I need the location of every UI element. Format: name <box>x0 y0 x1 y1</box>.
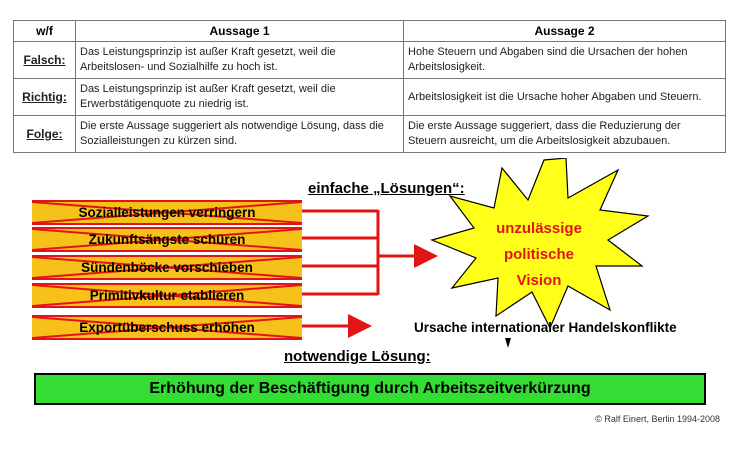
trade-conflict-label: Ursache internationaler Handelskonflikte <box>414 320 677 335</box>
crossed-item-label: Sündenböcke vorschieben <box>81 260 253 275</box>
crossed-item <box>32 227 302 252</box>
crossed-item <box>32 255 302 280</box>
star-line: unzulässige <box>496 220 582 237</box>
crossed-item <box>32 200 302 225</box>
star-line: Vision <box>516 272 562 289</box>
copyright: © Ralf Einert, Berlin 1994-2008 <box>595 414 720 424</box>
crossed-item-label: Sozialleistungen verringern <box>78 205 256 220</box>
table-row <box>14 116 726 153</box>
header-aussage-1: Aussage 1 <box>76 21 404 42</box>
table-header-row <box>14 21 726 42</box>
row-label-falsch: Falsch: <box>14 42 76 79</box>
crossed-item-label: Exportüberschuss erhöhen <box>79 320 255 335</box>
star-text <box>428 216 650 294</box>
star-line: politische <box>503 246 574 263</box>
down-marker-icon <box>504 338 512 348</box>
crossed-item-label: Primitivkultur etablieren <box>89 288 245 303</box>
header-aussage-2: Aussage 2 <box>404 21 726 42</box>
cell-aussage-2: Die erste Aussage suggeriert, dass die Reduzierung der Steuern ausreicht, um die Arbeitslosigkeit abzubauen. <box>404 116 726 153</box>
header-wf: w/f <box>14 21 76 42</box>
vision-starburst <box>428 158 650 330</box>
row-label-folge: Folge: <box>14 116 76 153</box>
crossed-item <box>32 283 302 308</box>
cell-aussage-1: Das Leistungsprinzip ist außer Kraft gesetzt, weil die Arbeitslosen- und Sozialhilfe zu hoch ist. <box>76 42 404 79</box>
cell-aussage-1: Die erste Aussage suggeriert als notwendige Lösung, dass die Sozialleistungen zu kürzen sind. <box>76 116 404 153</box>
solution-bar: Erhöhung der Beschäftigung durch Arbeitszeitverkürzung <box>34 373 706 405</box>
cell-aussage-1: Das Leistungsprinzip ist außer Kraft gesetzt, weil die Erwerbstätigenquote zu niedrig ist. <box>76 79 404 116</box>
heading-needed-solution: notwendige Lösung: <box>284 348 431 365</box>
row-label-richtig: Richtig: <box>14 79 76 116</box>
cell-aussage-2: Hohe Steuern und Abgaben sind die Ursachen der hohen Arbeitslosigkeit. <box>404 42 726 79</box>
crossed-item-label: Zukunftsängste schüren <box>88 232 246 247</box>
comparison-table <box>13 20 726 153</box>
cell-aussage-2: Arbeitslosigkeit ist die Ursache hoher Abgaben und Steuern. <box>404 79 726 116</box>
table-row <box>14 42 726 79</box>
heading-simple-solutions: einfache „Lösungen“: <box>308 180 465 197</box>
table-row <box>14 79 726 116</box>
crossed-item <box>32 315 302 340</box>
